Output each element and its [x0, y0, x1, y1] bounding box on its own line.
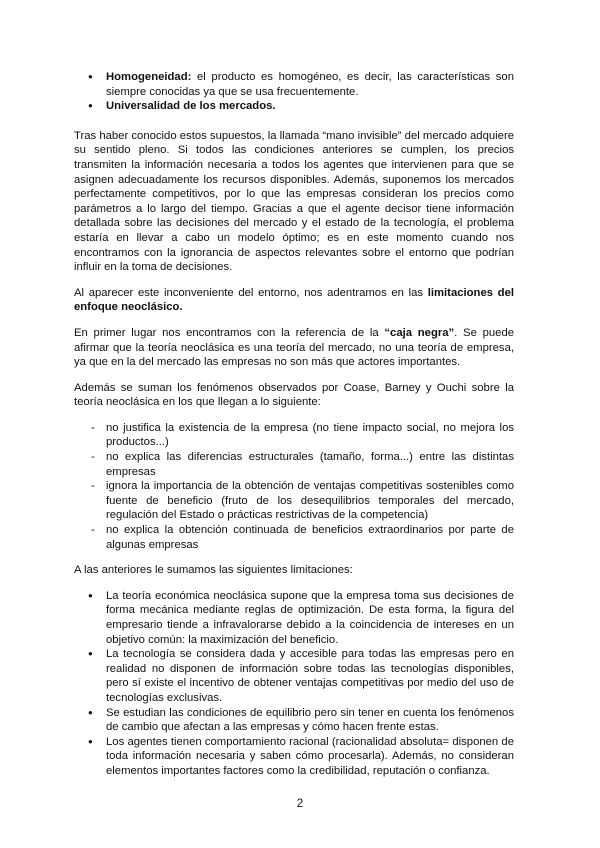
observations-list	[74, 421, 514, 552]
term-description: el producto es homogéneo, es decir, las características son siempre conocidas ya que se usa frecuentemente.	[106, 71, 514, 98]
term-universalidad: Universalidad de los mercados.	[106, 100, 276, 113]
assumptions-list	[74, 70, 514, 114]
paragraph-limitaciones-intro: A las anteriores le sumamos las siguientes limitaciones:	[74, 564, 353, 577]
paragraph-caja-negra	[74, 326, 514, 370]
list-item: ● La tecnología se considera dada y accesible para todas las empresas pero en realidad no disponen de información sobre todas las tecnologías disponibles, pero sí existe el incentivo de obtener ventajas competitivas por medio del uso de tecnologías exclusivas.	[74, 647, 514, 705]
list-item	[74, 99, 514, 114]
paragraph-mano-invisible: Tras haber conocido estos supuestos, la llamada “mano invisible” del mercado adquiere su sentido pleno. Si todos las condiciones anteriores se cumplen, los precios transmiten la información necesaria a todos los agentes que intervienen para que se asignen adecuadamente los recursos disponibles. Además, suponemos los mercados perfectamente competitivos, por lo que las empresas consideran los precios como parámetros a lo largo del tiempo. Gracias a que el agente decisor tiene información detallada sobre las decisiones del mercado y el estado de la tecnología, el problema estaría en llevar a cabo un modelo óptimo; es en este momento cuando nos encontramos con la ignorancia de aspectos relevantes sobre el entorno que podrían influir en la toma de decisiones.	[74, 129, 514, 274]
paragraph-inconveniente	[74, 286, 514, 315]
list-item	[74, 70, 514, 99]
list-item: ● Se estudian las condiciones de equilibrio pero sin tener en cuenta los fenómenos de cambio que afectan a las empresas y cómo hacen frente estas.	[74, 706, 514, 735]
list-item: - no explica la obtención continuada de beneficios extraordinarios por parte de algunas empresas	[74, 523, 514, 552]
paragraph-coase: Además se suman los fenómenos observados por Coase, Barney y Ouchi sobre la teoría neoclásica en los que llegan a lo siguiente:	[74, 381, 514, 409]
paragraph-text: . Se puede afirmar que la teoría neoclásica es una teoría del mercado, no una teoría de empresa, ya que en la del mercado las empresas no son más que actores importantes.	[74, 326, 515, 369]
paragraph-text: En primer lugar nos encontramos con la referencia de la	[74, 326, 385, 339]
list-item: - no justifica la existencia de la empresa (no tiene impacto social, no mejora los productos...)	[74, 421, 514, 450]
list-item: ● La teoría económica neoclásica supone que la empresa toma sus decisiones de forma mecánica mediante reglas de optimización. De esta forma, la figura del empresario tiende a infravalorarse debido a la coincidencia de intereses en un objetivo común: la maximización del beneficio.	[74, 589, 514, 647]
list-item: - ignora la importancia de la obtención de ventajas competitivas sostenibles como fuente de beneficio (fruto de los desequilibrios temporales del mercado, regulación del Estado o prácticas restrictivas de la competencia)	[74, 479, 514, 523]
term-homogeneidad: Homogeneidad:	[106, 71, 192, 83]
bold-limitaciones: limitaciones del enfoque neoclásico.	[74, 286, 514, 314]
list-item: ● Los agentes tienen comportamiento racional (racionalidad absoluta= disponen de toda información necesaria y saben cómo procesarla). Además, no consideran elementos importantes factores como la credibilidad, reputación o confianza.	[74, 735, 514, 779]
page-number: 2	[296, 798, 304, 810]
bold-caja-negra: “caja negra”	[384, 326, 455, 339]
list-item: - no explica las diferencias estructurales (tamaño, forma...) entre las distintas empresas	[74, 450, 514, 479]
limitations-list	[74, 589, 514, 779]
paragraph-text: Al aparecer este inconveniente del entorno, nos adentramos en las	[74, 286, 428, 299]
